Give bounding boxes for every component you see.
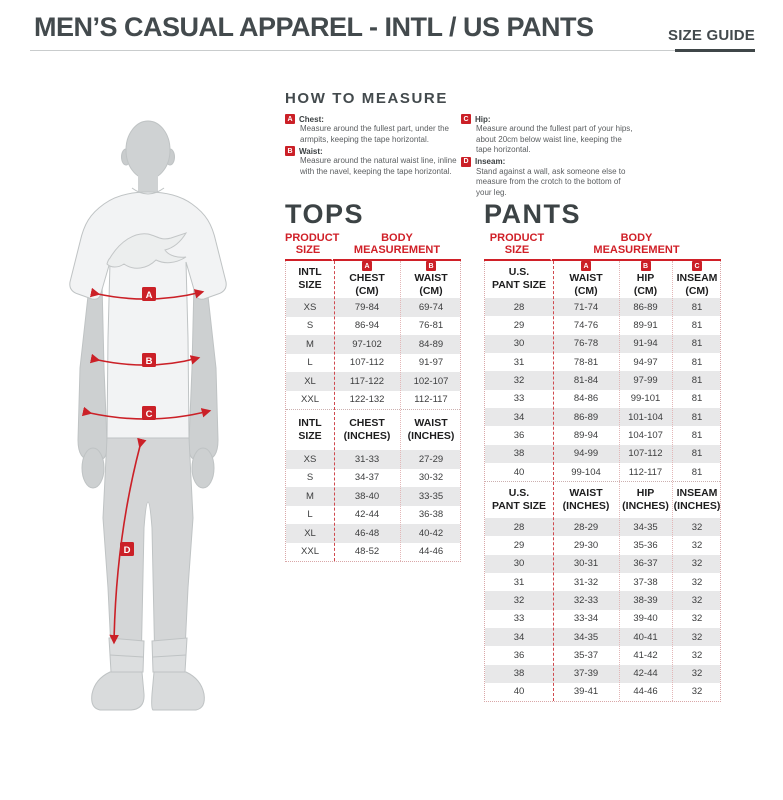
tops-section-title: TOPS	[285, 199, 365, 229]
table-cell: 44-46	[633, 686, 658, 698]
table-row	[485, 536, 720, 554]
table-cell: 38-39	[633, 594, 658, 606]
table-cell: 36	[513, 649, 525, 661]
pants-table-body	[484, 261, 721, 702]
table-cell: 71-74	[573, 301, 599, 313]
table-cell: 29	[513, 540, 525, 552]
table-cell: 81	[691, 429, 703, 441]
table-cell: 117-122	[349, 375, 385, 387]
table-cell: 81	[691, 320, 703, 332]
table-row	[286, 298, 460, 317]
table-cell: 32	[691, 521, 703, 533]
marker-a-badge: A	[581, 261, 591, 271]
tops-cm-rows	[286, 298, 460, 409]
table-cell: 99-104	[571, 466, 601, 478]
table-cell: 40-41	[633, 631, 658, 643]
table-cell: 81	[691, 338, 703, 350]
column-header-chest-inches: CHEST (INCHES)	[343, 416, 391, 442]
measure-item-text: Measure around the fullest part, under the armpits, keeping the tape horizontal.	[300, 124, 449, 144]
table-cell: 27-29	[418, 453, 444, 465]
table-row	[485, 610, 720, 628]
table-cell: 30	[513, 558, 525, 570]
table-cell: 32	[691, 686, 703, 698]
table-cell: 112-117	[414, 394, 448, 406]
table-cell: 69-74	[418, 301, 444, 313]
table-cell: 38	[513, 668, 525, 680]
size-guide-tab[interactable]: SIZE GUIDE	[667, 27, 755, 44]
column-header-size: U.S. PANT SIZE	[491, 266, 547, 292]
table-cell: 29-30	[573, 540, 599, 552]
tops-table-body	[285, 261, 461, 562]
table-cell: 97-102	[352, 338, 382, 350]
table-cell: 32	[691, 649, 703, 661]
table-cell: XXL	[301, 394, 319, 406]
column-header-inseam-cm: C INSEAM (CM)	[676, 262, 718, 298]
measurement-figure	[52, 108, 282, 728]
table-cell: 39-40	[633, 613, 658, 625]
table-cell: 91-97	[418, 357, 444, 369]
table-row	[286, 372, 460, 391]
column-header-chest-cm: A CHEST (CM)	[349, 262, 385, 298]
table-row	[286, 317, 460, 336]
table-cell: 32	[513, 594, 525, 606]
table-row	[485, 316, 720, 334]
table-cell: 32	[691, 558, 703, 570]
column-separator	[672, 261, 673, 701]
column-header-hip-cm: B HIP (CM)	[633, 262, 658, 298]
table-cell: 97-99	[633, 375, 658, 387]
table-cell: 34	[513, 631, 525, 643]
table-cell: 81-84	[573, 375, 599, 387]
table-cell: 28	[513, 521, 525, 533]
table-cell: 29	[513, 320, 525, 332]
table-cell: 32	[691, 576, 703, 588]
table-cell: 74-76	[573, 320, 599, 332]
table-cell: 33	[513, 613, 525, 625]
table-cell: 46-48	[354, 527, 380, 539]
table-row	[286, 469, 460, 488]
table-row	[286, 354, 460, 373]
table-cell: 33-34	[573, 613, 599, 625]
product-size-header	[285, 232, 340, 261]
table-cell: 37-39	[573, 668, 599, 680]
product-size-header	[484, 232, 552, 261]
table-cell: 122-132	[349, 394, 385, 406]
table-cell: 81	[691, 375, 703, 387]
table-cell: 32	[691, 668, 703, 680]
table-row	[286, 506, 460, 525]
tops-group-header	[285, 232, 461, 261]
table-cell: 86-94	[354, 320, 380, 332]
table-cell: 36-38	[418, 509, 444, 521]
table-cell: 81	[691, 466, 703, 478]
marker-c-badge: C	[461, 114, 471, 124]
table-cell: 35-36	[633, 540, 658, 552]
table-cell: 31	[513, 356, 525, 368]
table-cell: 31	[513, 576, 525, 588]
body-measurement-line: MEASUREMENT	[353, 244, 441, 257]
table-cell: 41-42	[633, 649, 658, 661]
measure-item-text: Measure around the fullest part of your hips, about 20cm below waist line, keeping the tape horizontal.	[476, 124, 633, 155]
how-to-measure-section	[285, 90, 755, 199]
table-cell: 32	[691, 613, 703, 625]
table-cell: 44-46	[418, 546, 444, 558]
table-cell: 42-44	[354, 509, 380, 521]
product-size-line: SIZE	[295, 244, 321, 257]
how-to-measure-title: HOW TO MEASURE	[285, 90, 448, 107]
pants-cm-column-headers	[485, 261, 720, 298]
table-cell: XXL	[301, 546, 319, 558]
table-cell: 40	[513, 686, 525, 698]
table-row	[286, 450, 460, 469]
column-header-waist-cm: A WAIST (CM)	[569, 262, 603, 298]
table-cell: 32	[691, 594, 703, 606]
table-cell: 81	[691, 448, 703, 460]
table-row	[485, 390, 720, 408]
table-cell: 101-104	[628, 411, 663, 423]
product-size-line: SIZE	[504, 244, 530, 257]
tops-cm-column-headers	[286, 261, 460, 298]
pants-inches-rows	[485, 518, 720, 701]
table-cell: 37-38	[633, 576, 658, 588]
pants-inches-column-headers	[485, 481, 720, 518]
table-row	[485, 628, 720, 646]
table-row	[485, 298, 720, 316]
table-cell: 36-37	[633, 558, 658, 570]
measure-item-text: Measure around the natural waist line, inline with the navel, keeping the tape horizontal.	[300, 156, 457, 176]
figure-marker-b-label: B	[145, 356, 153, 367]
body-measurement-line: MEASUREMENT	[593, 244, 680, 257]
tops-size-table	[285, 232, 461, 562]
measure-item-text: Stand against a wall, ask someone else to measure from the crotch to the bottom of your leg.	[476, 166, 626, 197]
table-cell: 79-84	[354, 301, 380, 313]
table-cell: 34	[513, 411, 525, 423]
table-cell: 94-99	[573, 448, 599, 460]
table-row	[485, 426, 720, 444]
page-title: MEN’S CASUAL APPAREL - INTL / US PANTS	[34, 12, 594, 42]
table-row	[485, 408, 720, 426]
table-cell: XS	[303, 453, 317, 465]
table-cell: 94-97	[633, 356, 658, 368]
table-cell: 33	[513, 393, 525, 405]
table-cell: 102-107	[413, 375, 449, 387]
table-cell: 112-117	[628, 466, 663, 478]
table-cell: 81	[691, 411, 703, 423]
measure-item-waist	[285, 146, 461, 177]
table-cell: 107-112	[349, 357, 385, 369]
measure-item-name: Chest:	[299, 114, 324, 124]
table-cell: 32	[513, 375, 525, 387]
table-row	[286, 543, 460, 562]
figure-marker-d-label: D	[123, 545, 131, 556]
table-cell: 40-42	[418, 527, 444, 539]
how-to-measure-right-column	[461, 114, 755, 199]
body-measurement-line: BODY	[381, 232, 413, 244]
pants-cm-rows	[485, 298, 720, 481]
table-cell: 31-33	[354, 453, 380, 465]
table-cell: S	[306, 320, 314, 332]
table-cell: 84-89	[418, 338, 444, 350]
pants-size-table	[484, 232, 721, 702]
table-cell: 76-78	[573, 338, 599, 350]
body-measurement-line: BODY	[620, 232, 653, 244]
column-header-waist-cm: B WAIST (CM)	[414, 262, 448, 298]
table-cell: 32	[691, 540, 703, 552]
table-cell: 32-33	[573, 594, 599, 606]
table-cell: 104-107	[628, 429, 663, 441]
table-row	[485, 591, 720, 609]
table-cell: 48-52	[354, 546, 380, 558]
table-cell: XL	[304, 375, 316, 387]
table-cell: 28	[513, 301, 525, 313]
table-cell: 34-35	[633, 521, 658, 533]
column-header-waist-inches: WAIST (INCHES)	[562, 486, 610, 512]
table-cell: 81	[691, 356, 703, 368]
table-row	[286, 524, 460, 543]
column-header-size: INTL SIZE	[298, 416, 322, 442]
table-row	[485, 646, 720, 664]
table-cell: 32	[691, 631, 703, 643]
table-cell: M	[306, 338, 314, 350]
marker-c-badge: C	[692, 261, 702, 271]
measure-item-name: Hip:	[475, 114, 491, 124]
measure-item-chest	[285, 114, 461, 145]
size-guide-underline	[675, 49, 755, 52]
table-cell: XS	[303, 301, 317, 313]
table-cell: 38	[513, 448, 525, 460]
column-header-waist-inches: WAIST (INCHES)	[407, 416, 455, 442]
table-cell: 78-81	[573, 356, 599, 368]
table-row	[485, 335, 720, 353]
table-cell: XL	[304, 527, 316, 539]
column-header-size: INTL SIZE	[298, 266, 322, 292]
table-cell: 107-112	[628, 448, 663, 460]
product-size-line: PRODUCT	[489, 232, 545, 244]
column-header-inseam-inches: INSEAM (INCHES)	[673, 486, 721, 512]
table-cell: 28-29	[573, 521, 599, 533]
marker-b-badge: B	[426, 261, 436, 271]
column-separator	[400, 261, 401, 561]
table-cell: 36	[513, 429, 525, 441]
marker-d-badge: D	[461, 157, 471, 167]
table-cell: 39-41	[573, 686, 599, 698]
figure-marker-c-label: C	[145, 409, 153, 420]
table-cell: 81	[691, 301, 703, 313]
table-row	[286, 335, 460, 354]
table-cell: 30-31	[573, 558, 599, 570]
table-cell: 86-89	[633, 301, 658, 313]
table-cell: 40	[513, 466, 525, 478]
column-separator	[553, 261, 554, 701]
measure-item-hip	[461, 114, 755, 156]
measure-item-name: Waist:	[299, 146, 323, 156]
table-row	[485, 371, 720, 389]
table-row	[485, 665, 720, 683]
table-cell: 38-40	[354, 490, 380, 502]
table-cell: 33-35	[418, 490, 444, 502]
table-cell: 89-91	[633, 320, 658, 332]
marker-b-badge: B	[641, 261, 651, 271]
column-separator	[619, 261, 620, 701]
table-cell: 99-101	[630, 393, 661, 405]
measure-item-name: Inseam:	[475, 157, 506, 167]
table-cell: 30-32	[418, 472, 444, 484]
body-measurement-header	[552, 232, 721, 261]
table-cell: 86-89	[573, 411, 599, 423]
marker-b-badge: B	[285, 146, 295, 156]
pants-group-header	[484, 232, 721, 261]
table-row	[485, 445, 720, 463]
body-measurement-header	[333, 232, 461, 261]
table-row	[485, 683, 720, 701]
product-size-line: PRODUCT	[285, 232, 340, 244]
table-cell: 34-35	[573, 631, 599, 643]
figure-marker-a-label: A	[145, 290, 153, 301]
header-divider	[30, 50, 753, 51]
mannequin-illustration	[52, 108, 282, 728]
table-row	[286, 487, 460, 506]
pants-section-title: PANTS	[484, 199, 582, 229]
tops-inches-rows	[286, 450, 460, 561]
table-cell: S	[306, 472, 314, 484]
table-cell: 81	[691, 393, 703, 405]
measure-item-inseam	[461, 157, 755, 199]
column-header-hip-inches: HIP (INCHES)	[622, 486, 669, 512]
table-cell: 89-94	[573, 429, 599, 441]
marker-a-badge: A	[362, 261, 372, 271]
table-cell: M	[306, 490, 314, 502]
table-row	[485, 463, 720, 481]
table-cell: 91-94	[633, 338, 658, 350]
tops-inches-column-headers	[286, 409, 460, 450]
table-cell: 42-44	[633, 668, 658, 680]
column-separator	[334, 261, 335, 561]
column-header-size: U.S. PANT SIZE	[491, 486, 547, 512]
table-cell: 30	[513, 338, 525, 350]
table-cell: 35-37	[573, 649, 599, 661]
table-cell: L	[307, 509, 313, 521]
table-cell: 84-86	[573, 393, 599, 405]
table-cell: L	[307, 357, 313, 369]
table-row	[286, 391, 460, 410]
marker-a-badge: A	[285, 114, 295, 124]
table-cell: 34-37	[354, 472, 380, 484]
table-cell: 31-32	[573, 576, 599, 588]
table-row	[485, 353, 720, 371]
table-cell: 76-81	[418, 320, 444, 332]
table-row	[485, 518, 720, 536]
how-to-measure-left-column	[285, 114, 461, 199]
table-row	[485, 555, 720, 573]
table-row	[485, 573, 720, 591]
